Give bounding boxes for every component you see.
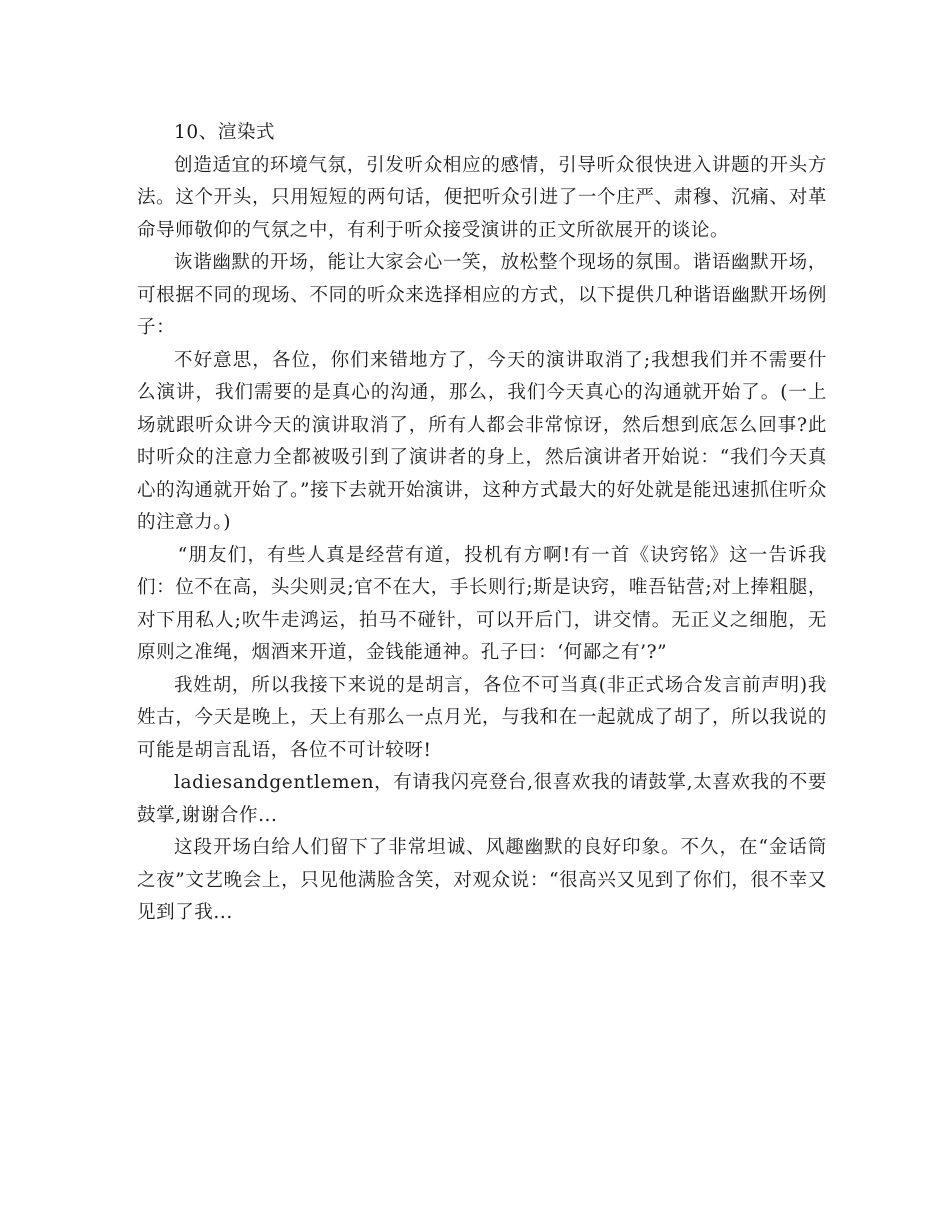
document-body (137, 117, 827, 930)
paragraph: 不好意思，各位，你们来错地方了，今天的演讲取消了;我想我们并不需要什么演讲，我们需要的是真心的沟通，那么，我们今天真心的沟通就开始了。(一上场就跟听众讲今天的演讲取消了，所有人都会非常惊讶，然后想到底怎么回事?此时听众的注意力全都被吸引到了演讲者的身上，然后演讲者开始说：“我们今天真心的沟通就开始了。”接下去就开始演讲，这种方式最大的好处就是能迅速抓住听众的注意力。) (137, 349, 827, 533)
paragraph: “朋友们，有些人真是经营有道，投机有方啊!有一首《诀窍铭》这一告诉我们：位不在高，头尖则灵;官不在大，手长则行;斯是诀窍，唯吾钻营;对上捧粗腿，对下用私人;吹牛走鸿运，拍马不碰针，可以开后门，讲交情。无正义之细胞，无原则之准绳，烟酒来开道，金钱能通神。孔子曰：‘何鄙之有’?” (137, 544, 827, 663)
paragraph: 诙谐幽默的开场，能让大家会心一笑，放松整个现场的氛围。谐语幽默开场，可根据不同的现场、不同的听众来选择相应的方式，以下提供几种谐语幽默开场例子： (137, 252, 827, 338)
paragraph: 我姓胡，所以我接下来说的是胡言，各位不可当真(非正式场合发言前声明)我姓古，今天是晚上，天上有那么一点月光，与我和在一起就成了胡了，所以我说的可能是胡言乱语，各位不可计较呀! (137, 674, 827, 761)
section-heading: 10、渲染式 (174, 122, 276, 143)
paragraph: ladiesandgentlemen，有请我闪亮登台,很喜欢我的请鼓掌,太喜欢我的不要鼓掌,谢谢合作... (137, 772, 827, 826)
paragraph: 这段开场白给人们留下了非常坦诚、风趣幽默的良好印象。不久，在“金话筒之夜”文艺晚会上，只见他满脸含笑，对观众说：“很高兴又见到了你们，很不幸又见到了我... (137, 837, 827, 923)
paragraph: 创造适宜的环境气氛，引发听众相应的感情，引导听众很快进入讲题的开头方法。这个开头，只用短短的两句话，便把听众引进了一个庄严、肃穆、沉痛、对革命导师敬仰的气氛之中，有利于听众接受演讲的正文所欲展开的谈论。 (137, 154, 827, 241)
